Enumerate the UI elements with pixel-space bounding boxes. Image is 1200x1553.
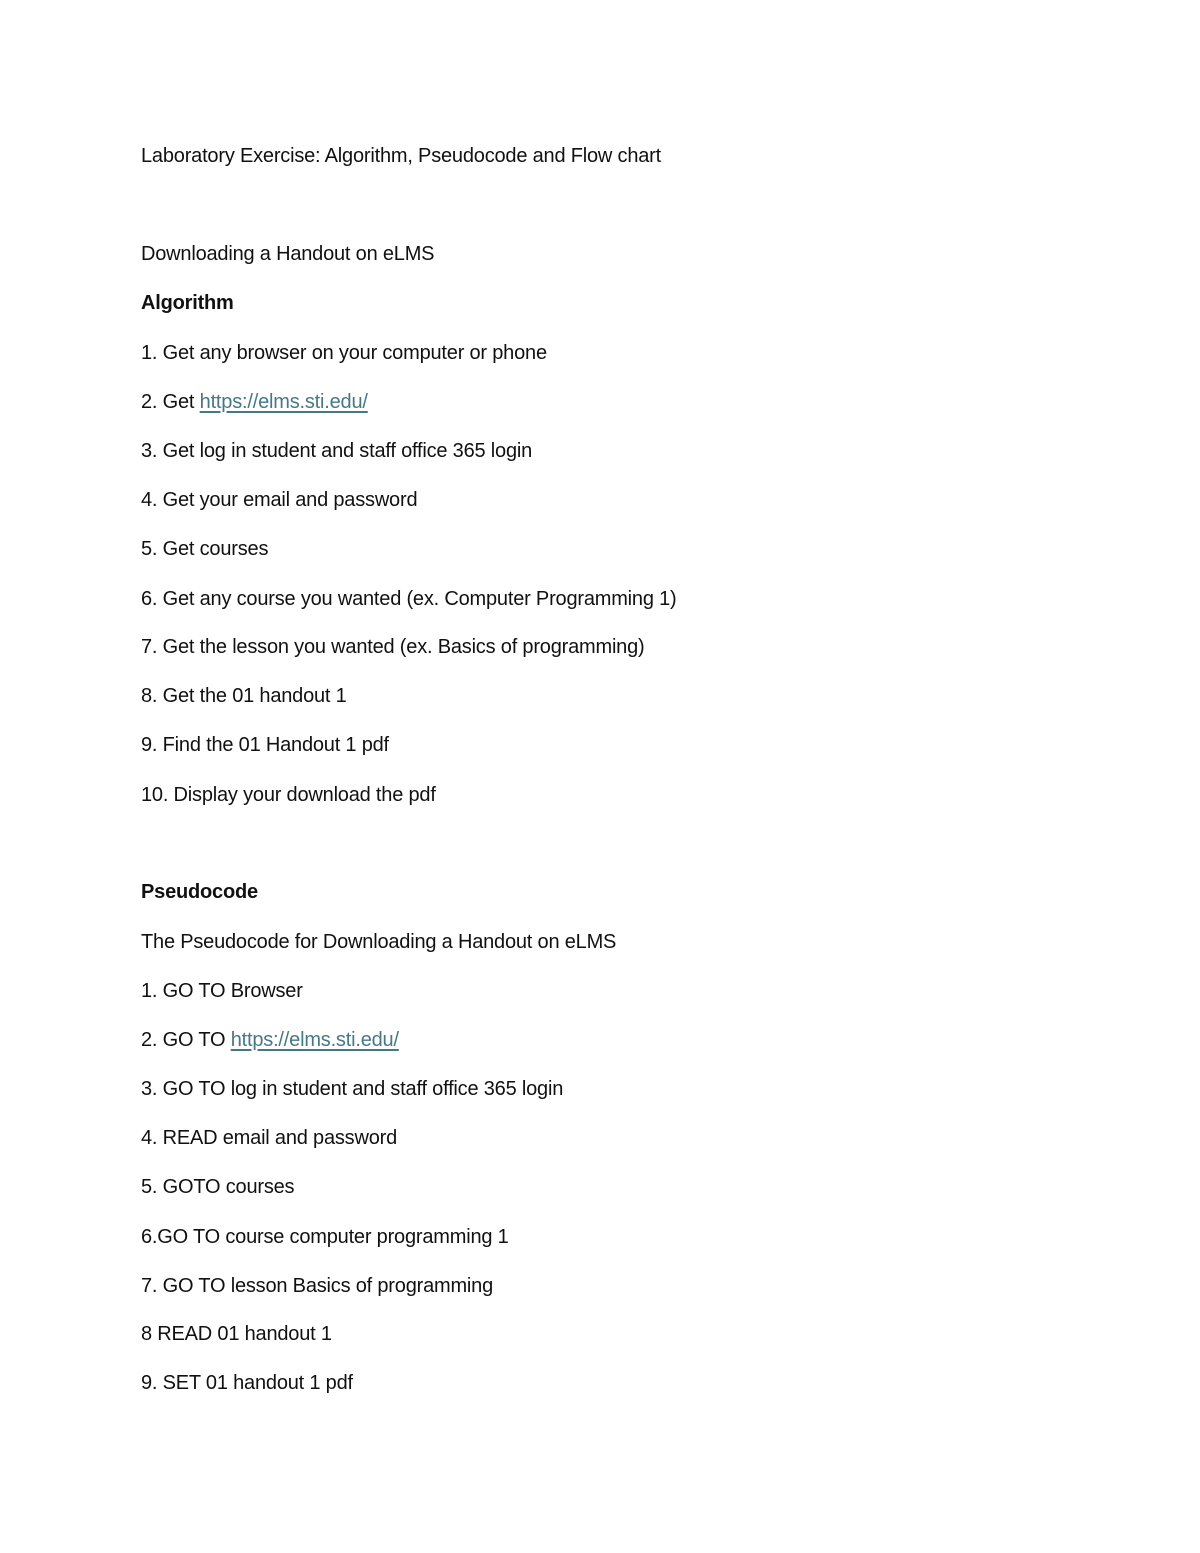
pseudocode-step-text: 2. GO TO xyxy=(141,1029,231,1051)
algorithm-step: 6. Get any course you wanted (ex. Computer Programming 1) xyxy=(141,588,677,610)
algorithm-step: 10. Display your download the pdf xyxy=(141,784,436,806)
pseudocode-step: 5. GOTO courses xyxy=(141,1176,295,1198)
pseudocode-step: 3. GO TO log in student and staff office 365 login xyxy=(141,1078,564,1100)
pseudocode-step: 6.GO TO course computer programming 1 xyxy=(141,1226,509,1248)
document-title: Laboratory Exercise: Algorithm, Pseudocode and Flow chart xyxy=(141,145,661,167)
algorithm-step: 5. Get courses xyxy=(141,538,269,560)
pseudocode-step xyxy=(141,1028,399,1052)
document-subtitle: Downloading a Handout on eLMS xyxy=(141,243,435,265)
elms-link[interactable]: https://elms.sti.edu/ xyxy=(230,1029,399,1051)
pseudocode-step: 8 READ 01 handout 1 xyxy=(141,1323,332,1345)
algorithm-step: 8. Get the 01 handout 1 xyxy=(141,685,347,707)
algorithm-step: 1. Get any browser on your computer or phone xyxy=(141,342,547,364)
algorithm-step-text: 2. Get xyxy=(141,391,200,413)
algorithm-step: 4. Get your email and password xyxy=(141,489,418,511)
pseudocode-step: 1. GO TO Browser xyxy=(141,980,303,1002)
algorithm-step xyxy=(141,390,368,414)
algorithm-step: 9. Find the 01 Handout 1 pdf xyxy=(141,734,389,756)
pseudocode-step: 7. GO TO lesson Basics of programming xyxy=(141,1275,494,1297)
pseudocode-intro: The Pseudocode for Downloading a Handout on eLMS xyxy=(141,931,617,953)
pseudocode-step: 4. READ email and password xyxy=(141,1127,398,1149)
pseudocode-step: 9. SET 01 handout 1 pdf xyxy=(141,1372,353,1394)
pseudocode-heading: Pseudocode xyxy=(141,881,258,903)
algorithm-step: 7. Get the lesson you wanted (ex. Basics of programming) xyxy=(141,636,645,658)
algorithm-step: 3. Get log in student and staff office 365 login xyxy=(141,440,533,462)
elms-link[interactable]: https://elms.sti.edu/ xyxy=(199,391,368,413)
algorithm-heading: Algorithm xyxy=(141,292,234,314)
